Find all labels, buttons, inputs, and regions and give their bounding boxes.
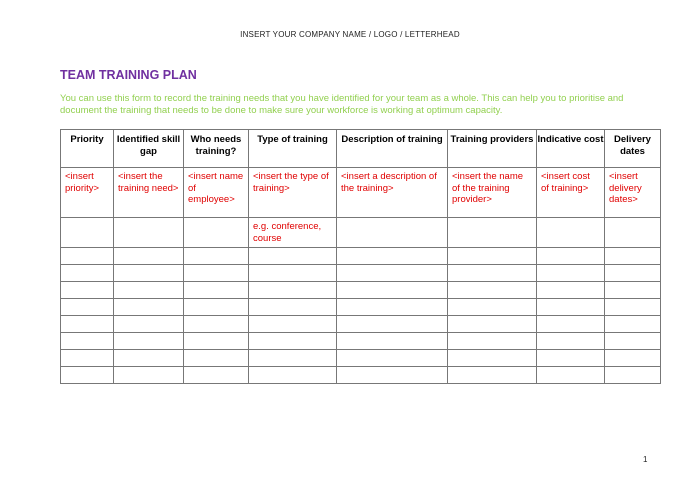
cell-training-provider[interactable] xyxy=(448,333,537,350)
table-row xyxy=(61,218,661,248)
table-row xyxy=(61,282,661,299)
cell-delivery-dates[interactable] xyxy=(605,367,661,384)
cell-training-provider[interactable] xyxy=(448,350,537,367)
cell-skill-gap[interactable] xyxy=(114,282,184,299)
cell-priority[interactable] xyxy=(61,299,114,316)
cell-description[interactable] xyxy=(337,282,448,299)
cell-skill-gap[interactable] xyxy=(114,350,184,367)
cell-description[interactable]: <insert a description of the training> xyxy=(337,168,448,218)
cell-training-provider[interactable] xyxy=(448,218,537,248)
cell-who-needs-training[interactable] xyxy=(184,367,249,384)
table-row xyxy=(61,333,661,350)
cell-skill-gap[interactable] xyxy=(114,316,184,333)
letterhead: INSERT YOUR COMPANY NAME / LOGO / LETTERHEAD xyxy=(240,30,460,39)
cell-description[interactable] xyxy=(337,367,448,384)
cell-type-of-training[interactable] xyxy=(249,248,337,265)
cell-type-of-training[interactable]: <insert the type of training> xyxy=(249,168,337,218)
page-title: TEAM TRAINING PLAN xyxy=(60,68,197,82)
cell-type-of-training[interactable] xyxy=(249,367,337,384)
cell-skill-gap[interactable] xyxy=(114,367,184,384)
cell-indicative-cost[interactable] xyxy=(537,350,605,367)
cell-indicative-cost[interactable] xyxy=(537,367,605,384)
cell-type-of-training[interactable] xyxy=(249,333,337,350)
cell-training-provider[interactable] xyxy=(448,282,537,299)
cell-priority[interactable] xyxy=(61,316,114,333)
cell-training-provider[interactable] xyxy=(448,248,537,265)
cell-delivery-dates[interactable] xyxy=(605,218,661,248)
header-description: Description of training xyxy=(337,130,448,168)
cell-priority[interactable] xyxy=(61,282,114,299)
cell-training-provider[interactable] xyxy=(448,367,537,384)
cell-indicative-cost[interactable]: <insert cost of training> xyxy=(537,168,605,218)
cell-priority[interactable] xyxy=(61,367,114,384)
page-number: 1 xyxy=(643,455,648,464)
header-who-needs-training: Who needs training? xyxy=(184,130,249,168)
table-row xyxy=(61,265,661,282)
cell-type-of-training[interactable]: e.g. conference, course xyxy=(249,218,337,248)
cell-delivery-dates[interactable] xyxy=(605,316,661,333)
header-type-of-training: Type of training xyxy=(249,130,337,168)
cell-who-needs-training[interactable]: <insert name of employee> xyxy=(184,168,249,218)
cell-who-needs-training[interactable] xyxy=(184,265,249,282)
cell-skill-gap[interactable] xyxy=(114,218,184,248)
cell-priority[interactable] xyxy=(61,350,114,367)
table-row xyxy=(61,316,661,333)
cell-description[interactable] xyxy=(337,350,448,367)
cell-delivery-dates[interactable] xyxy=(605,333,661,350)
cell-skill-gap[interactable]: <insert the training need> xyxy=(114,168,184,218)
intro-text: You can use this form to record the training needs that you have identified for your team as a whole. This can help you to prioritise and document the training that needs to be done to make sure your workforce is working at optimum capacity. xyxy=(60,93,624,116)
cell-training-provider[interactable] xyxy=(448,316,537,333)
cell-skill-gap[interactable] xyxy=(114,333,184,350)
header-row xyxy=(61,130,661,168)
header-delivery-dates: Delivery dates xyxy=(605,130,661,168)
header-skill-gap: Identified skill gap xyxy=(114,130,184,168)
cell-who-needs-training[interactable] xyxy=(184,333,249,350)
cell-priority[interactable] xyxy=(61,248,114,265)
header-training-providers: Training providers xyxy=(448,130,537,168)
header-priority: Priority xyxy=(61,130,114,168)
cell-type-of-training[interactable] xyxy=(249,265,337,282)
header-indicative-cost: Indicative cost xyxy=(537,130,605,168)
cell-skill-gap[interactable] xyxy=(114,299,184,316)
cell-skill-gap[interactable] xyxy=(114,265,184,282)
table-row xyxy=(61,299,661,316)
cell-indicative-cost[interactable] xyxy=(537,299,605,316)
cell-type-of-training[interactable] xyxy=(249,316,337,333)
table-row xyxy=(61,248,661,265)
cell-who-needs-training[interactable] xyxy=(184,248,249,265)
cell-description[interactable] xyxy=(337,265,448,282)
cell-priority[interactable] xyxy=(61,333,114,350)
cell-skill-gap[interactable] xyxy=(114,248,184,265)
table-row xyxy=(61,367,661,384)
cell-delivery-dates[interactable] xyxy=(605,265,661,282)
cell-training-provider[interactable] xyxy=(448,265,537,282)
cell-indicative-cost[interactable] xyxy=(537,248,605,265)
cell-priority[interactable]: <insert priority> xyxy=(61,168,114,218)
cell-indicative-cost[interactable] xyxy=(537,218,605,248)
training-plan-table xyxy=(60,129,661,384)
cell-type-of-training[interactable] xyxy=(249,282,337,299)
cell-type-of-training[interactable] xyxy=(249,299,337,316)
cell-delivery-dates[interactable] xyxy=(605,282,661,299)
cell-who-needs-training[interactable] xyxy=(184,316,249,333)
cell-description[interactable] xyxy=(337,299,448,316)
cell-description[interactable] xyxy=(337,248,448,265)
cell-who-needs-training[interactable] xyxy=(184,218,249,248)
cell-description[interactable] xyxy=(337,316,448,333)
cell-delivery-dates[interactable] xyxy=(605,350,661,367)
cell-priority[interactable] xyxy=(61,265,114,282)
cell-delivery-dates[interactable] xyxy=(605,248,661,265)
table-row xyxy=(61,350,661,367)
cell-indicative-cost[interactable] xyxy=(537,333,605,350)
cell-who-needs-training[interactable] xyxy=(184,350,249,367)
cell-delivery-dates[interactable]: <insert delivery dates> xyxy=(605,168,661,218)
cell-description[interactable] xyxy=(337,333,448,350)
cell-indicative-cost[interactable] xyxy=(537,265,605,282)
cell-training-provider[interactable]: <insert the name of the training provider> xyxy=(448,168,537,218)
cell-type-of-training[interactable] xyxy=(249,350,337,367)
cell-description[interactable] xyxy=(337,218,448,248)
cell-who-needs-training[interactable] xyxy=(184,282,249,299)
cell-indicative-cost[interactable] xyxy=(537,316,605,333)
table-row xyxy=(61,168,661,218)
cell-training-provider[interactable] xyxy=(448,299,537,316)
cell-priority[interactable] xyxy=(61,218,114,248)
cell-delivery-dates[interactable] xyxy=(605,299,661,316)
cell-indicative-cost[interactable] xyxy=(537,282,605,299)
cell-who-needs-training[interactable] xyxy=(184,299,249,316)
